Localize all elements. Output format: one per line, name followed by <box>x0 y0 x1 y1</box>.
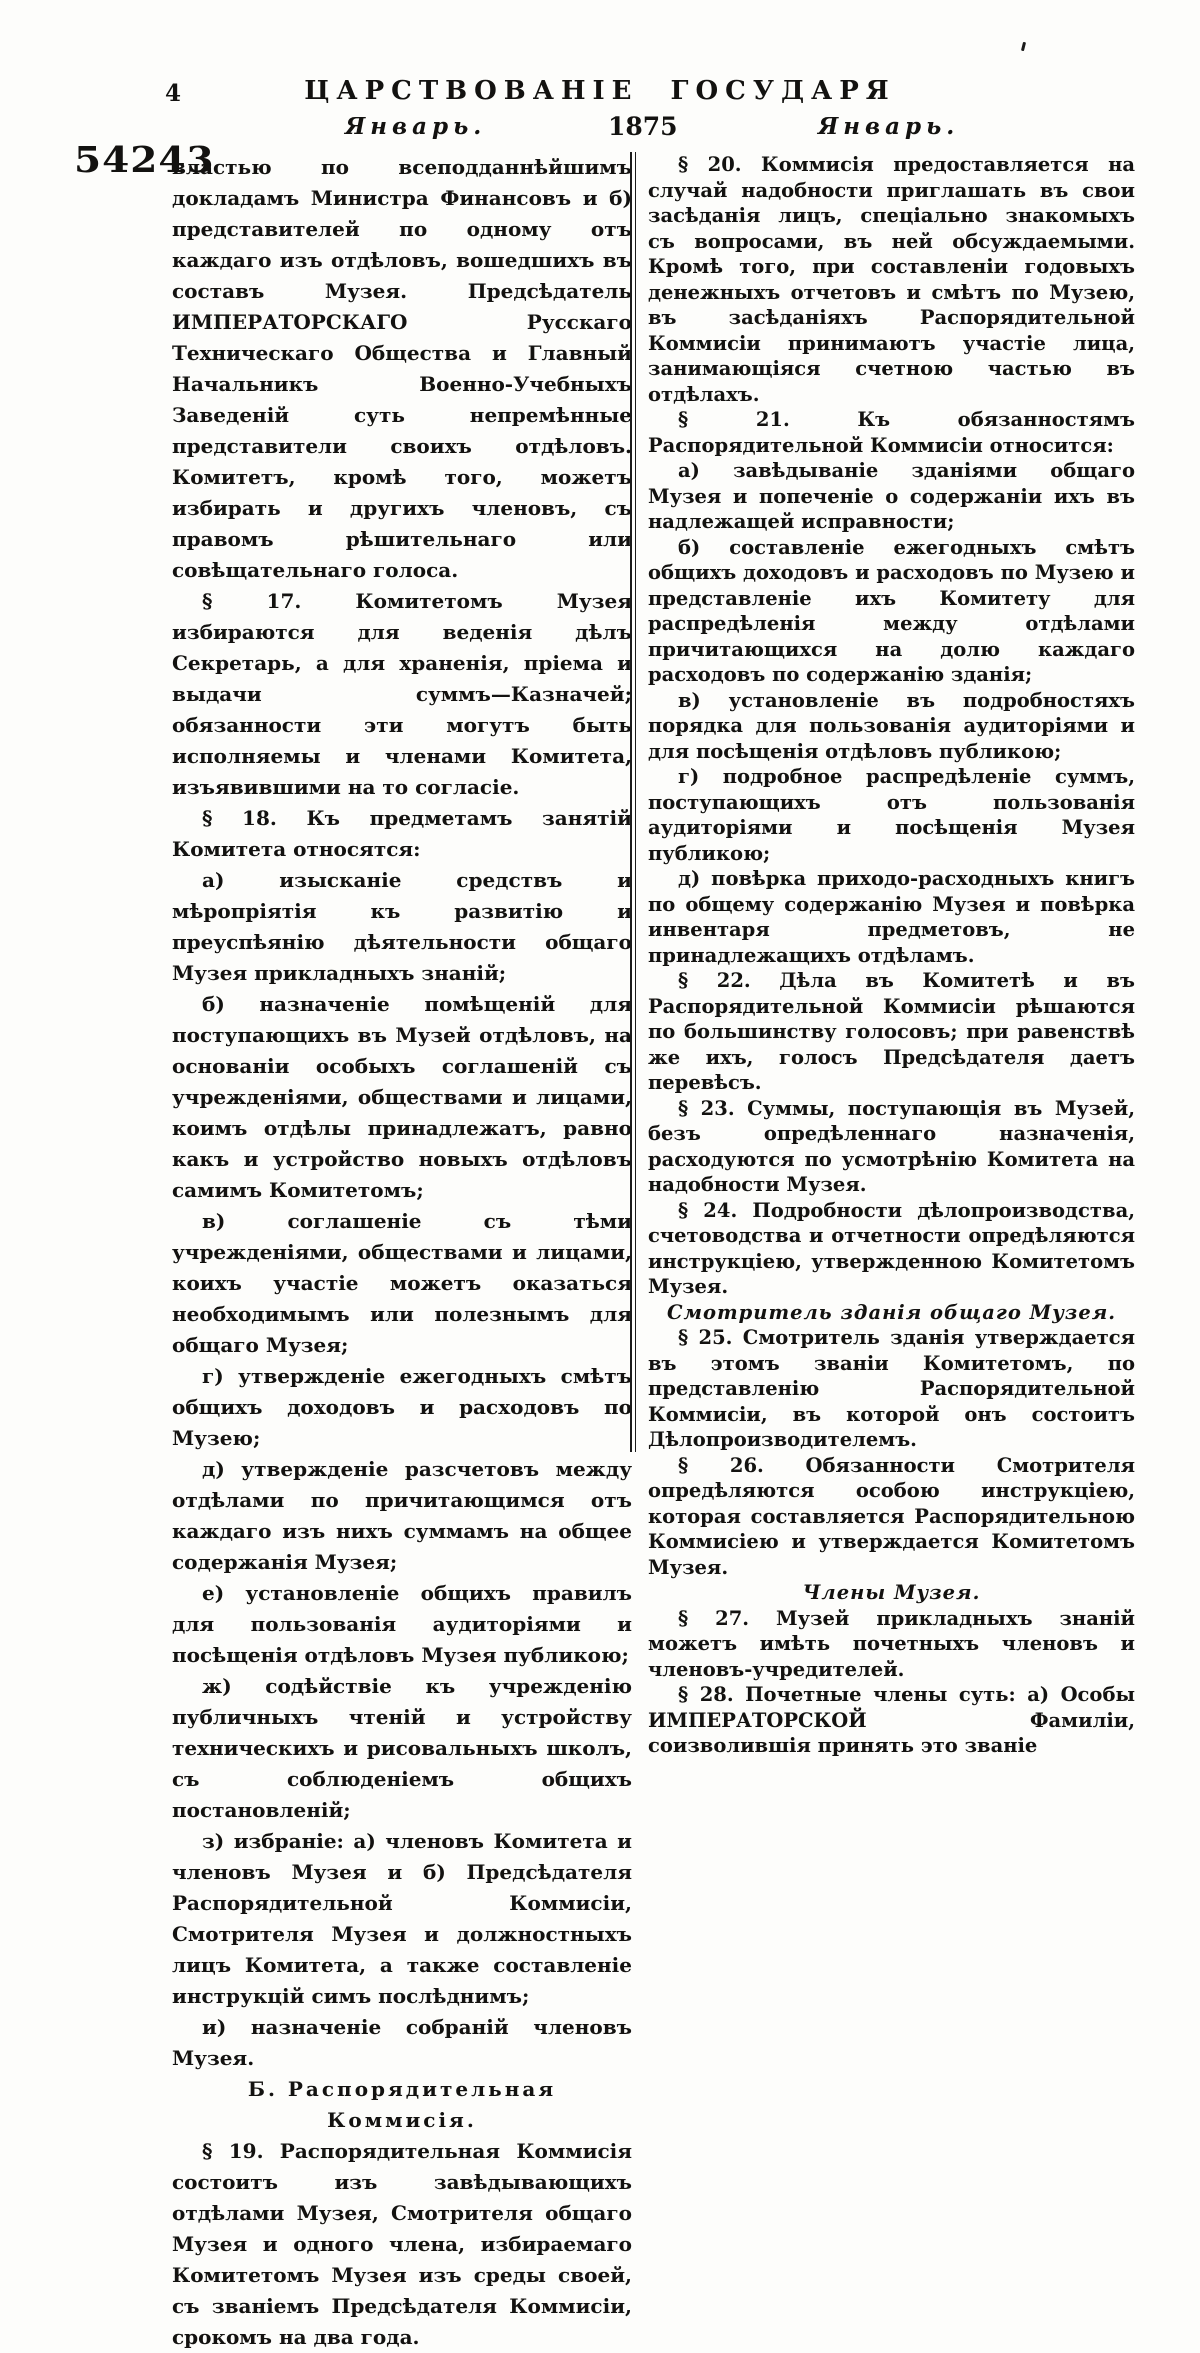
paragraph: § 22. Дѣла въ Комитетѣ и въ Распорядительной Коммисіи рѣшаются по большинству голосовъ; при равенствѣ же ихъ, голосъ Предсѣдателя даетъ перевѣсъ. <box>648 969 1135 1094</box>
month-label-left: Январь. <box>345 113 487 140</box>
section-heading: Б. Распорядительная Коммисія. <box>247 2077 557 2132</box>
paragraph: § 27. Музей прикладныхъ знаній можетъ имѣть почетныхъ членовъ и членовъ-учредителей. <box>648 1606 1135 1681</box>
page-number: 4 <box>165 80 182 107</box>
paragraph: е) установленіе общихъ правилъ для пользованія аудиторіями и посѣщенія отдѣловъ Музея публикою; <box>172 1581 632 1667</box>
paragraph: § 20. Коммисія предоставляется на случай надобности приглашать въ свои засѣданія лицъ, спеціально знакомыхъ съ вопросами, въ ней обсуждаемыми. Кромѣ того, при составленіи годовыхъ денежныхъ отчетовъ и смѣтъ по Музею, въ засѣданіяхъ Распорядительной Коммисіи принимаютъ участіе лица, занимающіяся счетною частью въ отдѣлахъ. <box>648 153 1135 406</box>
paragraph: а) изысканіе средствъ и мѣропріятія къ развитію и преуспѣянію дѣятельности общаго Музея прикладныхъ знаній; <box>172 868 632 985</box>
paragraph: властью по всеподданнѣйшимъ докладамъ Министра Финансовъ и б) представителей по одному отъ каждаго изъ отдѣловъ, вошедшихъ въ составъ Музея. Предсѣдатель ИМПЕРАТОРСКАГО Русскаго Техническаго Общества и Главный Начальникъ Военно-Учебныхъ Заведеній суть непремѣнные представители своихъ отдѣловъ. Комитетъ, кромѣ того, можетъ избирать и другихъ членовъ, съ правомъ рѣшительнаго или совѣщательнаго голоса. <box>172 155 632 582</box>
paragraph: § 26. Обязанности Смотрителя опредѣляются особою инструкціею, которая составляется Распорядительною Коммисіею и утверждается Комитетомъ Музея. <box>648 1453 1135 1579</box>
paragraph: д) утвержденіе разсчетовъ между отдѣлами по причитающимся отъ каждаго изъ нихъ суммамъ на общее содержанія Музея; <box>172 1457 632 1574</box>
paragraph: § 19. Распорядительная Коммисія состоитъ изъ завѣдывающихъ отдѣлами Музея, Смотрителя общаго Музея и одного члена, избираемаго Комитетомъ Музея изъ среды своей, съ званіемъ Предсѣдателя Коммисіи, срокомъ на два года. <box>172 2139 632 2349</box>
ink-speck <box>1021 42 1026 51</box>
paragraph: д) повѣрка приходо-расходныхъ книгъ по общему содержанію Музея и повѣрка инвентаря предметовъ, не принадлежащихъ отдѣламъ. <box>648 867 1135 967</box>
paragraph: г) подробное распредѣленіе суммъ, поступающихъ отъ пользованія аудиторіями и посѣщенія Музея публикою; <box>648 765 1135 865</box>
left-column <box>172 152 632 2353</box>
paragraph: § 17. Комитетомъ Музея избираются для веденія дѣлъ Секретарь, а для храненія, пріема и выдачи суммъ—Казначей; обязанности эти могутъ быть исполняемы и членами Комитета, изъявившими на то согласіе. <box>172 589 632 799</box>
paragraph: § 25. Смотритель зданія утверждается въ этомъ званіи Комитетомъ, по представленію Распорядительной Коммисіи, въ которой онъ состоитъ Дѣлопроизводителемъ. <box>648 1326 1135 1451</box>
column-divider-rule <box>630 152 636 1452</box>
paragraph: и) назначеніе собраній членовъ Музея. <box>172 2015 632 2070</box>
paragraph: з) избраніе: а) членовъ Комитета и членовъ Музея и б) Предсѣдателя Распорядительной Коммисіи, Смотрителя Музея и должностныхъ лицъ Комитета, а также составленіе инструкцій симъ послѣднимъ; <box>172 1829 632 2008</box>
paragraph: г) утвержденіе ежегодныхъ смѣтъ общихъ доходовъ и расходовъ по Музею; <box>172 1364 632 1450</box>
paragraph: § 28. Почетные члены суть: а) Особы ИМПЕРАТОРСКОЙ Фамиліи, соизволившія принять это званіе <box>648 1683 1135 1757</box>
paragraph: § 21. Къ обязанностямъ Распорядительной Коммисіи относится: <box>648 408 1135 457</box>
section-heading: Члены Музея. <box>802 1581 981 1604</box>
paragraph: ж) содѣйствіе къ учрежденію публичныхъ чтеній и устройству техническихъ и рисовальныхъ школъ, съ соблюденіемъ общихъ постановленій; <box>172 1674 632 1822</box>
paragraph: § 18. Къ предметамъ занятій Комитета относятся: <box>172 806 632 861</box>
paragraph: б) составленіе ежегодныхъ смѣтъ общихъ доходовъ и расходовъ по Музею и представленіе ихъ Комитету для распредѣленія между отдѣлами причитающихся на долю каждаго расходовъ по содержанію зданія; <box>648 535 1135 686</box>
paragraph: в) установленіе въ подробностяхъ порядка для пользованія аудиторіями и для посѣщенія отдѣловъ публикою; <box>648 688 1135 763</box>
paragraph: § 24. Подробности дѣлопроизводства, счетоводства и отчетности опредѣляются инструкціею, утвержденною Комитетомъ Музея. <box>648 1198 1135 1298</box>
running-title: ЦАРСТВОВАНІЕ ГОСУДАРЯ <box>304 76 896 106</box>
paragraph: б) назначеніе помѣщеній для поступающихъ въ Музей отдѣловъ, на основаніи особыхъ соглашеній съ учрежденіями, обществами и лицами, коимъ отдѣлы принадлежатъ, равно какъ и устройство новыхъ отдѣловъ самимъ Комитетомъ; <box>172 992 632 1202</box>
month-label-right: Январь. <box>818 113 960 140</box>
paragraph: в) соглашеніе съ тѣми учрежденіями, обществами и лицами, коихъ участіе можетъ оказаться необходимымъ или полезнымъ для общаго Музея; <box>172 1209 632 1357</box>
paragraph: а) завѣдываніе зданіями общаго Музея и попеченіе о содержаніи ихъ въ надлежащей исправности; <box>648 459 1135 533</box>
year-label: 1875 <box>608 112 678 141</box>
paragraph: § 23. Суммы, поступающія въ Музей, безъ опредѣленнаго назначенія, расходуются по усмотрѣнію Комитета на надобности Музея. <box>648 1096 1135 1196</box>
section-heading: Смотритель зданія общаго Музея. <box>666 1300 1117 1324</box>
act-number: 54243 <box>74 139 215 182</box>
